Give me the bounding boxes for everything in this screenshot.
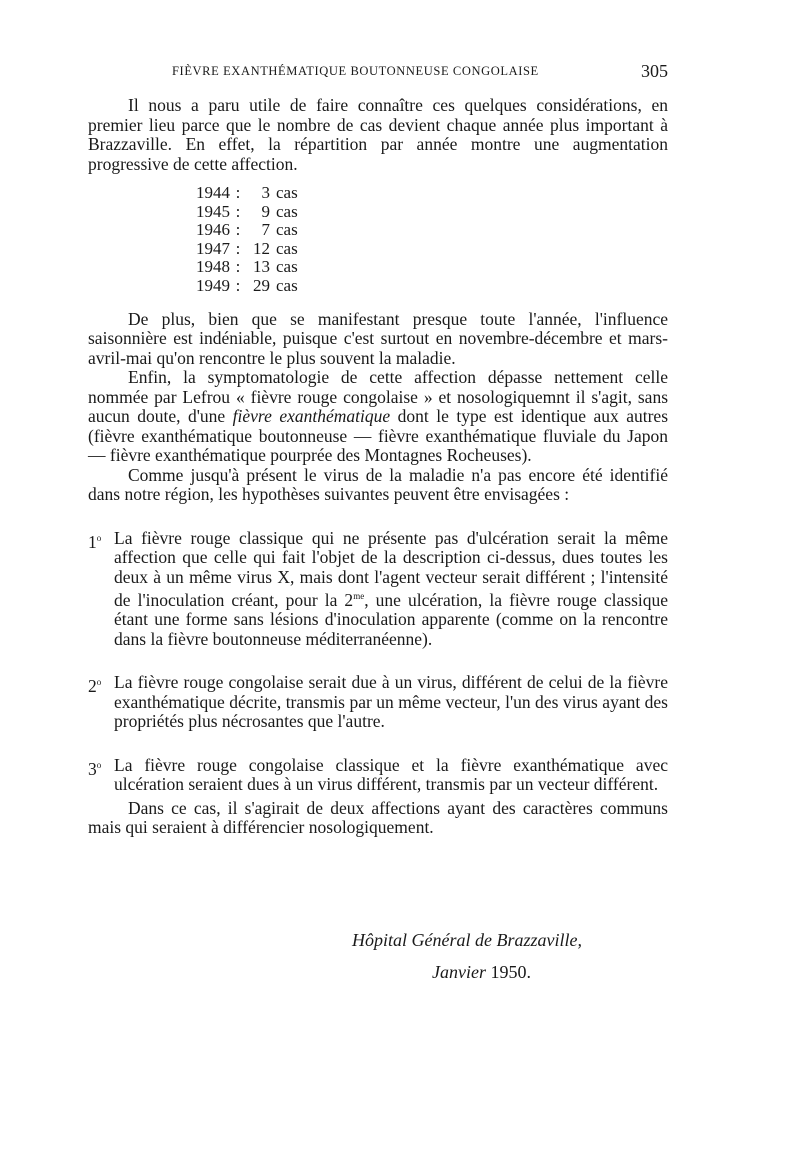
body-text	[88, 96, 668, 838]
paragraph-symptoms	[88, 368, 668, 466]
hypothesis-number: 3$^o$	[88, 758, 102, 779]
cases-year: 1944	[196, 183, 230, 202]
cases-unit: cas	[276, 257, 298, 277]
cases-colon: :	[235, 220, 241, 240]
cases-row	[196, 240, 668, 259]
hypothesis-text: La fièvre rouge congolaise serait due à un virus, différent de celui de la fièvre exanthématique décrite, transmis par un même vecteur, l'un des virus ayant des propriétés plus nécrosantes que l'autre.	[114, 672, 668, 732]
cases-year: 1945	[196, 201, 230, 221]
hypothesis-number: 2$^o$	[88, 676, 102, 697]
cases-unit: cas	[276, 220, 298, 240]
cases-unit: cas	[276, 275, 298, 295]
paragraph-closing: Dans ce cas, il s'agirait de deux affections ayant des caractères communs mais qui seraient à différencier nosologiquement.	[88, 797, 668, 838]
cases-colon: :	[235, 183, 241, 202]
hypothesis-text: La fièvre rouge classique qui ne présente pas d'ulcération serait la même affection que celle qui fait l'objet de la description ci-dessus, dues toutes les deux à un même virus X, mais dont l'agent vecteur serait différent ; l'intensité de l'inoculation créant, pour la $2^{me}$, une ulcération, la fièvre rouge classique étant une forme sans lésions d'inoculation apparente (comme on la rencontre dans la fièvre boutonneuse méditerranéenne).	[114, 527, 669, 649]
cases-count: 13	[253, 257, 270, 277]
cases-year: 1946	[196, 220, 230, 240]
cases-row	[196, 258, 668, 277]
paragraph-intro: Il nous a paru utile de faire connaître ces quelques considérations, en premier lieu parce que le nombre de cas devient chaque année plus important à Brazzaville. En effet, la répartition par année montre une augmentation progressive de cette affection.	[88, 95, 668, 174]
hypothesis-item	[88, 529, 668, 650]
cases-count: 3	[261, 183, 270, 202]
cases-year: 1947	[196, 238, 230, 258]
signature-place: Hôpital Général de Brazzaville,	[352, 930, 582, 950]
cases-year: 1948	[196, 257, 230, 277]
cases-row	[196, 277, 668, 296]
cases-count: 12	[253, 238, 270, 258]
cases-table	[196, 184, 668, 296]
cases-colon: :	[235, 257, 241, 277]
cases-count: 9	[261, 201, 270, 221]
cases-count: 29	[253, 275, 270, 295]
paragraph-seasonality: De plus, bien que se manifestant presque toute l'année, l'influence saisonnière est indéniable, puisque c'est surtout en novembre-décembre et mars-avril-mai qu'on rencontre le plus souvent la maladie.	[88, 308, 668, 368]
hypothesis-item	[88, 673, 668, 732]
cases-year: 1949	[196, 275, 230, 295]
cases-unit: cas	[276, 238, 298, 258]
cases-row	[196, 184, 668, 203]
cases-colon: :	[235, 238, 241, 258]
cases-colon: :	[235, 201, 241, 221]
running-title: FIÈVRE EXANTHÉMATIQUE BOUTONNEUSE CONGOLAISE	[172, 64, 539, 78]
cases-unit: cas	[276, 201, 298, 221]
hypothesis-item	[88, 756, 668, 795]
symptoms-italic: fièvre exanthématique	[232, 406, 391, 427]
cases-unit: cas	[276, 183, 298, 202]
paragraph-hypotheses-intro: Comme jusqu'à présent le virus de la maladie n'a pas encore été identifié dans notre région, les hypothèses suivantes peuvent être envisagées :	[88, 464, 668, 505]
cases-count: 7	[261, 220, 270, 240]
cases-row	[196, 203, 668, 222]
hypothesis-text: La fièvre rouge congolaise classique et la fièvre exanthématique avec ulcération seraient dues à un virus différent, transmis par un vecteur différent.	[114, 754, 668, 795]
page-number: 305	[641, 61, 668, 81]
symptoms-text-a: Enfin, la symptomatologie de cette affection dépasse nettement celle nommée par Lefrou « fièvre rouge congolaise » et nosologiquemnt il s'agit, sans aucun doute, d'une	[88, 367, 668, 427]
signature-date: Janvier 1950.	[432, 962, 531, 982]
hypothesis-number: 1$^o$	[88, 531, 102, 552]
symptoms-text-b: dont le type est identique aux autres (fièvre exanthématique boutonneuse — fièvre exanthématique fluviale du Japon — fièvre exanthématique pourprée des Montagnes Rocheuses).	[88, 406, 669, 466]
running-header	[172, 61, 668, 86]
cases-row	[196, 221, 668, 240]
cases-colon: :	[235, 275, 241, 295]
